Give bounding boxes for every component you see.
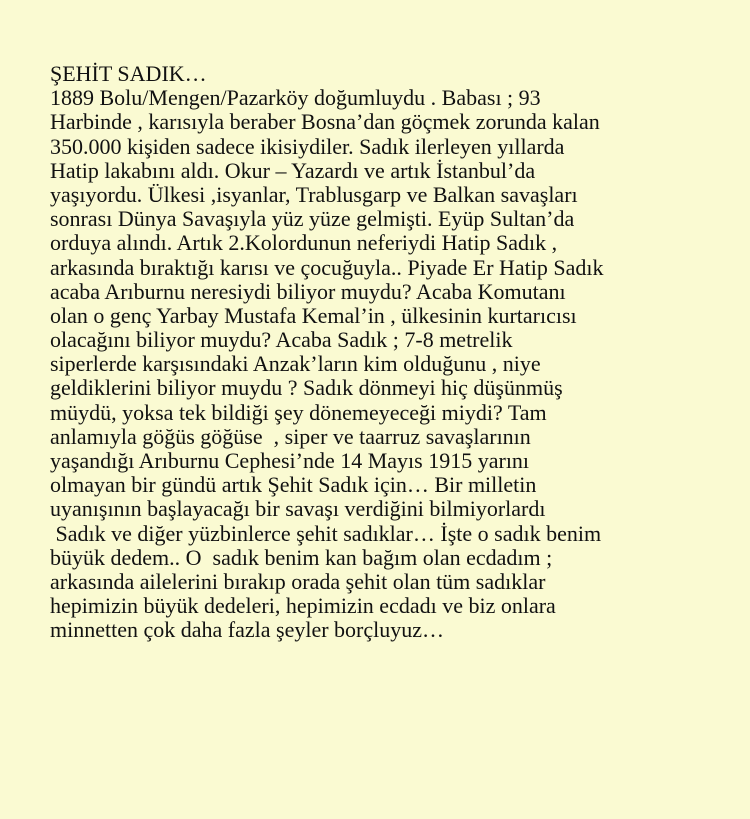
text-line: hepimizin büyük dedeleri, hepimizin ecdadı ve biz onlara (50, 593, 556, 619)
text-line: 1889 Bolu/Mengen/Pazarköy doğumluydu . Babası ; 93 (50, 85, 541, 111)
text-line: geldiklerini biliyor muydu ? Sadık dönmeyi hiç düşünmüş (50, 375, 563, 401)
text-line: Hatip lakabını aldı. Okur – Yazardı ve artık İstanbul’da (50, 157, 536, 183)
document-title: ŞEHİT SADIK… (50, 61, 207, 86)
document-body (50, 62, 740, 643)
text-line: müydü, yoksa tek bildiği şey dönemeyeceği miydi? Tam (50, 399, 547, 425)
text-line: Sadık ve diğer yüzbinlerce şehit sadıklar… İşte o sadık benim (50, 520, 602, 546)
text-line: arkasında ailelerini bırakıp orada şehit olan tüm sadıklar (50, 568, 546, 594)
text-line: olan o genç Yarbay Mustafa Kemal’in , ülkesinin kurtarıcısı (50, 302, 577, 328)
text-line: yaşıyordu. Ülkesi ,isyanlar, Trablusgarp ve Balkan savaşları (50, 181, 578, 207)
text-line: minnetten çok daha fazla şeyler borçluyuz… (50, 617, 445, 643)
text-line: olmayan bir gündü artık Şehit Sadık için… Bir milletin (50, 472, 537, 498)
text-line: sonrası Dünya Savaşıyla yüz yüze gelmişti. Eyüp Sultan’da (50, 206, 575, 232)
text-line: büyük dedem.. O sadık benim kan bağım olan ecdadım ; (50, 544, 553, 570)
text-line: olacağını biliyor muydu? Acaba Sadık ; 7-8 metrelik (50, 327, 513, 353)
text-line: arkasında bıraktığı karısı ve çocuğuyla.. Piyade Er Hatip Sadık (50, 254, 604, 280)
text-line: orduya alındı. Artık 2.Kolordunun neferiydi Hatip Sadık , (50, 230, 558, 256)
text-line: yaşandığı Arıburnu Cephesi’nde 14 Mayıs 1915 yarını (50, 448, 530, 473)
text-line: 350.000 kişiden sadece ikisiydiler. Sadık ilerleyen yıllarda (50, 133, 565, 159)
text-line: siperlerde karşısındaki Anzak’ların kim olduğunu , niye (50, 351, 541, 377)
text-line: acaba Arıburnu neresiydi biliyor muydu? Acaba Komutanı (50, 278, 566, 304)
text-line: anlamıyla göğüs göğüse , siper ve taarruz savaşlarının (50, 423, 531, 449)
text-line: Harbinde , karısıyla beraber Bosna’dan göçmek zorunda kalan (50, 109, 600, 135)
text-line: uyanışının başlayacağı bir savaşı verdiğini bilmiyorlardı (50, 496, 546, 522)
